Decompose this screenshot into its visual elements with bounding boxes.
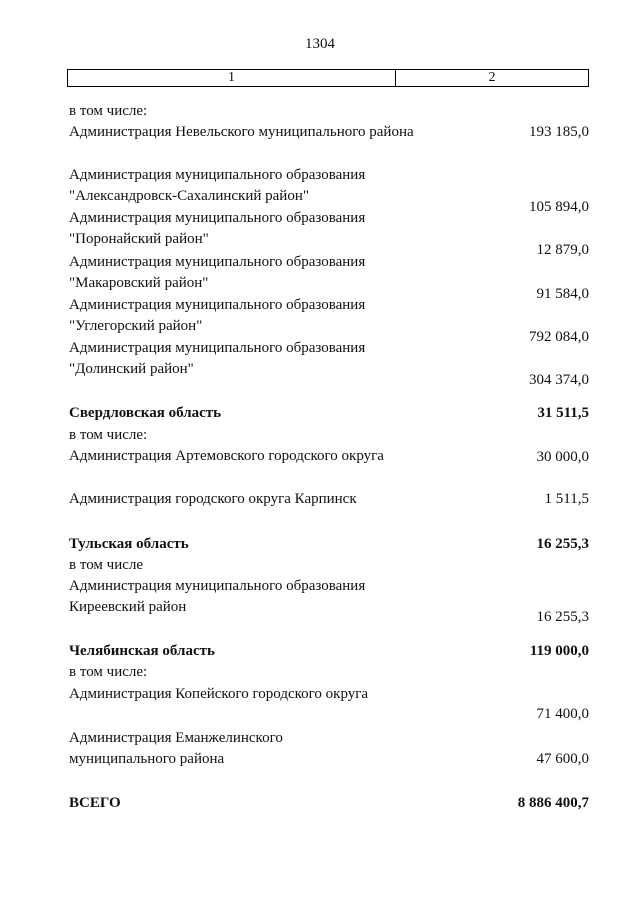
row-value: 105 894,0 — [529, 199, 589, 215]
region-total: 119 000,0 — [529, 643, 589, 659]
region-total: 31 511,5 — [537, 405, 589, 421]
row-label: Администрация муниципального образования "Углегорский район" — [69, 297, 366, 334]
row-label: Администрация муниципального образования "Александровск-Сахалинский район" — [69, 167, 366, 204]
row-label: Администрация Копейского городского округа — [69, 686, 369, 702]
column-header-2: 2 — [488, 70, 496, 85]
region-name: Челябинская область — [69, 643, 215, 659]
table-row — [69, 208, 589, 258]
row-label: Администрация городского округа Карпинск — [69, 491, 357, 507]
row-value: 16 255,3 — [536, 609, 589, 625]
table-row — [69, 684, 589, 722]
row-value: 304 374,0 — [529, 372, 589, 388]
row-value: 792 084,0 — [529, 329, 589, 345]
row-label: Администрация муниципального образования Киреевский район — [69, 578, 366, 615]
table-row — [69, 122, 589, 143]
table-row — [69, 576, 589, 625]
row-label: Администрация Артемовского городского округа — [69, 448, 384, 464]
list-item — [69, 662, 589, 683]
table-row — [69, 338, 589, 388]
row-value: 12 879,0 — [536, 242, 589, 258]
section-heading-row — [69, 641, 589, 662]
row-label: Администрация муниципального образования "Поронайский район" — [69, 210, 366, 247]
grand-total-label: ВСЕГО — [69, 795, 121, 811]
table-row — [69, 295, 589, 345]
column-header-1: 1 — [68, 70, 396, 86]
row-label: в том числе: — [69, 664, 148, 680]
row-label: Администрация Еманжелинского муниципального района — [69, 730, 283, 767]
region-name: Тульская область — [69, 536, 189, 552]
list-item — [69, 555, 589, 576]
row-label: в том числе: — [69, 103, 148, 119]
column-header-row — [67, 69, 589, 87]
row-label: в том числе — [69, 557, 144, 573]
row-label: Администрация муниципального образования "Макаровский район" — [69, 254, 366, 291]
grand-total-row — [69, 793, 589, 814]
table-row — [69, 728, 589, 770]
section-heading-row — [69, 403, 589, 424]
row-value: 91 584,0 — [536, 286, 589, 302]
row-value: 1 511,5 — [544, 491, 589, 507]
grand-total-value: 8 886 400,7 — [517, 795, 589, 811]
row-value: 30 000,0 — [536, 449, 589, 465]
region-total: 16 255,3 — [536, 536, 589, 552]
list-item — [69, 425, 589, 446]
page-number: 1304 — [305, 36, 335, 52]
table-row — [69, 446, 589, 467]
row-label: Администрация муниципального образования "Долинский район" — [69, 340, 366, 377]
list-item — [69, 101, 589, 122]
row-label: в том числе: — [69, 427, 148, 443]
section-heading-row — [69, 534, 589, 555]
table-row — [69, 165, 589, 215]
row-value: 47 600,0 — [536, 751, 589, 767]
region-name: Свердловская область — [69, 405, 222, 421]
table-row — [69, 252, 589, 302]
row-label: Администрация Невельского муниципального района — [69, 124, 414, 140]
row-value: 71 400,0 — [536, 706, 589, 722]
table-row — [69, 489, 589, 510]
row-value: 193 185,0 — [529, 124, 589, 140]
